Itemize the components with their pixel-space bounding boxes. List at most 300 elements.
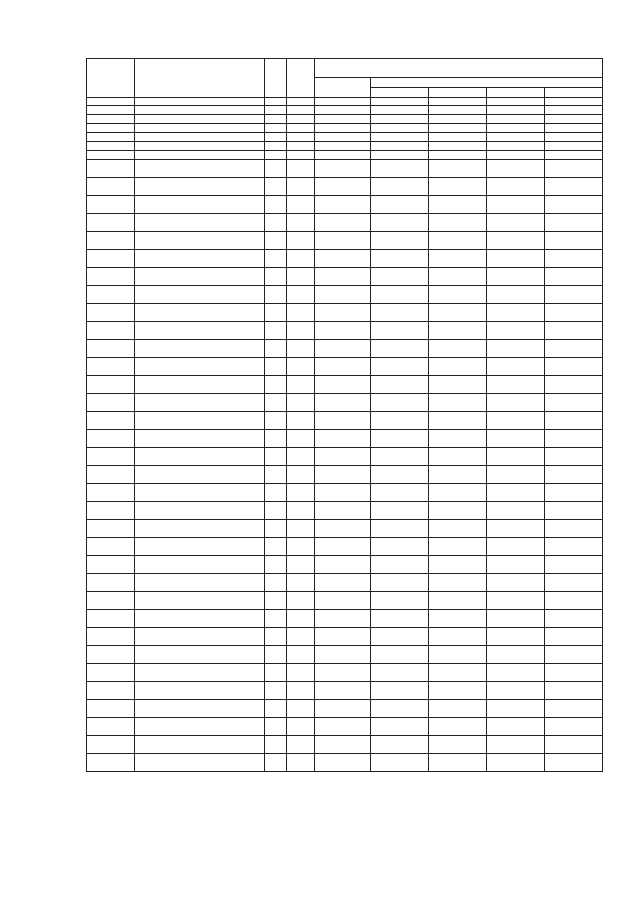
header-estimate-group [371,78,603,88]
row-unit [265,520,287,538]
row-unit [265,151,287,160]
row-unit [265,736,287,754]
row-price-zone-2 [429,556,487,574]
row-name [135,124,265,133]
row-price-zone-3 [487,133,545,142]
row-code [87,700,135,718]
row-unit [265,268,287,286]
row-price-zone-2 [429,322,487,340]
table-row [87,610,603,628]
row-price-released [315,466,371,484]
row-price-zone-4 [545,133,603,142]
table-row [87,466,603,484]
row-unit [265,592,287,610]
row-price-zone-4 [545,232,603,250]
row-unit [265,196,287,214]
row-mass [287,115,315,124]
row-price-zone-2 [429,250,487,268]
table-row [87,358,603,376]
row-price-zone-4 [545,538,603,556]
row-name [135,322,265,340]
row-price-zone-1 [371,304,429,322]
row-price-zone-2 [429,133,487,142]
row-price-zone-3 [487,340,545,358]
table-row [87,133,603,142]
row-price-zone-1 [371,466,429,484]
row-price-released [315,250,371,268]
row-unit [265,466,287,484]
row-price-zone-1 [371,178,429,196]
row-price-zone-2 [429,304,487,322]
price-table [86,58,603,772]
row-name [135,268,265,286]
row-price-zone-4 [545,646,603,664]
row-mass [287,628,315,646]
row-name [135,196,265,214]
row-price-zone-4 [545,394,603,412]
row-name [135,151,265,160]
table-row [87,214,603,232]
table-row [87,556,603,574]
row-price-released [315,754,371,772]
table-row [87,196,603,214]
row-price-zone-4 [545,376,603,394]
row-price-released [315,394,371,412]
row-unit [265,340,287,358]
row-price-released [315,151,371,160]
row-mass [287,142,315,151]
row-name [135,142,265,151]
row-price-zone-3 [487,574,545,592]
table-row [87,448,603,466]
row-price-zone-3 [487,502,545,520]
row-price-released [315,322,371,340]
row-name [135,718,265,736]
row-mass [287,412,315,430]
row-price-zone-1 [371,358,429,376]
row-mass [287,133,315,142]
row-price-zone-2 [429,142,487,151]
row-price-zone-3 [487,376,545,394]
row-unit [265,250,287,268]
row-name [135,232,265,250]
row-name [135,160,265,178]
row-price-released [315,142,371,151]
row-price-zone-4 [545,574,603,592]
row-unit [265,358,287,376]
row-code [87,646,135,664]
row-name [135,394,265,412]
row-price-released [315,178,371,196]
row-price-zone-2 [429,232,487,250]
row-price-zone-3 [487,178,545,196]
row-unit [265,160,287,178]
row-price-zone-1 [371,196,429,214]
row-price-zone-3 [487,286,545,304]
row-name [135,448,265,466]
row-mass [287,610,315,628]
table-row [87,394,603,412]
row-mass [287,268,315,286]
row-name [135,133,265,142]
row-price-zone-4 [545,484,603,502]
row-price-zone-3 [487,304,545,322]
row-price-zone-3 [487,610,545,628]
row-code [87,574,135,592]
row-code [87,160,135,178]
row-price-zone-4 [545,178,603,196]
row-price-released [315,628,371,646]
row-price-zone-1 [371,592,429,610]
header-zone-1 [371,88,429,98]
row-code [87,448,135,466]
row-mass [287,736,315,754]
row-price-released [315,502,371,520]
column-number [135,98,265,106]
row-price-zone-1 [371,214,429,232]
row-price-zone-3 [487,718,545,736]
row-price-zone-2 [429,196,487,214]
row-mass [287,700,315,718]
column-number [315,98,371,106]
row-price-zone-4 [545,502,603,520]
table-row [87,268,603,286]
table-row [87,574,603,592]
row-mass [287,394,315,412]
column-number [371,98,429,106]
row-unit [265,214,287,232]
row-code [87,322,135,340]
row-mass [287,664,315,682]
row-unit [265,610,287,628]
row-name [135,646,265,664]
row-price-zone-1 [371,286,429,304]
row-price-zone-2 [429,736,487,754]
table-row [87,718,603,736]
column-number-row [87,98,603,106]
row-mass [287,448,315,466]
row-price-zone-4 [545,754,603,772]
table-row [87,520,603,538]
row-price-zone-1 [371,142,429,151]
row-unit [265,502,287,520]
row-price-released [315,106,371,115]
row-code [87,124,135,133]
column-number [429,98,487,106]
row-price-zone-4 [545,736,603,754]
row-code [87,592,135,610]
row-price-zone-4 [545,151,603,160]
table-row [87,628,603,646]
row-code [87,718,135,736]
row-price-zone-4 [545,268,603,286]
row-price-zone-2 [429,628,487,646]
row-price-zone-3 [487,322,545,340]
row-unit [265,115,287,124]
row-code [87,610,135,628]
row-price-zone-2 [429,214,487,232]
row-price-zone-2 [429,430,487,448]
row-price-zone-2 [429,610,487,628]
row-price-released [315,646,371,664]
row-price-released [315,115,371,124]
row-price-zone-1 [371,124,429,133]
row-price-zone-3 [487,700,545,718]
row-price-zone-4 [545,106,603,115]
row-price-released [315,736,371,754]
row-name [135,466,265,484]
row-price-released [315,718,371,736]
row-price-zone-1 [371,394,429,412]
row-code [87,178,135,196]
row-price-zone-3 [487,232,545,250]
row-name [135,214,265,232]
row-mass [287,250,315,268]
row-price-zone-4 [545,115,603,124]
row-price-zone-2 [429,160,487,178]
row-price-released [315,340,371,358]
row-price-zone-1 [371,106,429,115]
row-price-zone-4 [545,286,603,304]
row-price-zone-3 [487,124,545,133]
row-price-zone-3 [487,538,545,556]
row-price-zone-2 [429,358,487,376]
row-price-zone-4 [545,322,603,340]
row-price-zone-1 [371,322,429,340]
row-price-zone-2 [429,412,487,430]
row-code [87,304,135,322]
row-price-zone-4 [545,628,603,646]
row-name [135,358,265,376]
row-price-released [315,160,371,178]
row-price-released [315,592,371,610]
row-price-zone-4 [545,610,603,628]
table-row [87,376,603,394]
row-price-zone-2 [429,448,487,466]
row-price-zone-2 [429,592,487,610]
row-code [87,412,135,430]
row-price-zone-2 [429,664,487,682]
row-price-zone-4 [545,520,603,538]
row-price-zone-1 [371,232,429,250]
table-row [87,412,603,430]
column-number [487,98,545,106]
row-code [87,232,135,250]
row-mass [287,538,315,556]
table-row [87,430,603,448]
row-price-released [315,556,371,574]
row-price-released [315,196,371,214]
row-unit [265,133,287,142]
row-code [87,520,135,538]
table-row [87,646,603,664]
row-price-zone-1 [371,412,429,430]
row-code [87,106,135,115]
row-unit [265,448,287,466]
row-price-zone-4 [545,448,603,466]
row-unit [265,646,287,664]
row-price-zone-4 [545,556,603,574]
row-mass [287,376,315,394]
row-mass [287,502,315,520]
row-price-zone-3 [487,646,545,664]
row-price-zone-2 [429,484,487,502]
row-name [135,376,265,394]
header-price-group [315,59,603,78]
row-mass [287,178,315,196]
row-price-zone-3 [487,466,545,484]
row-price-released [315,538,371,556]
row-price-zone-1 [371,574,429,592]
row-price-zone-2 [429,151,487,160]
row-price-zone-4 [545,142,603,151]
row-code [87,286,135,304]
row-price-zone-3 [487,250,545,268]
row-mass [287,520,315,538]
row-code [87,754,135,772]
row-price-zone-4 [545,430,603,448]
row-price-zone-1 [371,628,429,646]
row-price-zone-3 [487,682,545,700]
row-price-zone-2 [429,124,487,133]
row-price-released [315,682,371,700]
row-price-zone-3 [487,484,545,502]
row-name [135,520,265,538]
row-unit [265,574,287,592]
row-price-zone-1 [371,502,429,520]
row-mass [287,196,315,214]
row-mass [287,286,315,304]
row-price-released [315,664,371,682]
row-unit [265,124,287,133]
row-price-zone-1 [371,754,429,772]
row-price-zone-2 [429,115,487,124]
row-price-zone-3 [487,106,545,115]
row-code [87,214,135,232]
row-name [135,286,265,304]
row-price-zone-2 [429,520,487,538]
row-code [87,250,135,268]
row-code [87,142,135,151]
row-name [135,592,265,610]
table-row [87,484,603,502]
row-mass [287,160,315,178]
row-code [87,340,135,358]
row-price-zone-1 [371,133,429,142]
row-price-zone-2 [429,268,487,286]
row-price-zone-3 [487,268,545,286]
column-number [265,98,287,106]
row-mass [287,340,315,358]
row-price-released [315,448,371,466]
row-price-zone-1 [371,610,429,628]
row-unit [265,412,287,430]
table-row [87,151,603,160]
row-price-zone-3 [487,736,545,754]
header-zone-4 [545,88,603,98]
table-row [87,682,603,700]
row-mass [287,682,315,700]
row-code [87,151,135,160]
row-unit [265,106,287,115]
row-mass [287,718,315,736]
row-mass [287,556,315,574]
row-price-zone-4 [545,592,603,610]
row-name [135,502,265,520]
row-price-released [315,700,371,718]
row-price-zone-3 [487,556,545,574]
row-name [135,664,265,682]
row-code [87,502,135,520]
row-price-released [315,574,371,592]
row-price-zone-1 [371,736,429,754]
row-code [87,394,135,412]
row-price-zone-1 [371,268,429,286]
row-price-zone-3 [487,115,545,124]
table-row [87,538,603,556]
row-price-zone-3 [487,664,545,682]
row-unit [265,754,287,772]
row-mass [287,214,315,232]
row-mass [287,592,315,610]
row-price-zone-2 [429,376,487,394]
row-price-zone-2 [429,340,487,358]
row-price-zone-1 [371,538,429,556]
row-price-zone-2 [429,700,487,718]
table-row [87,286,603,304]
row-mass [287,484,315,502]
row-price-zone-4 [545,466,603,484]
row-unit [265,682,287,700]
row-price-zone-4 [545,250,603,268]
table-row [87,736,603,754]
row-price-released [315,484,371,502]
row-price-zone-3 [487,754,545,772]
row-price-zone-3 [487,196,545,214]
row-price-zone-3 [487,214,545,232]
row-mass [287,232,315,250]
table-row [87,322,603,340]
row-price-zone-1 [371,430,429,448]
row-unit [265,322,287,340]
row-mass [287,646,315,664]
row-price-zone-1 [371,160,429,178]
row-price-zone-2 [429,106,487,115]
row-price-zone-4 [545,160,603,178]
row-price-zone-3 [487,394,545,412]
row-code [87,556,135,574]
row-price-zone-2 [429,574,487,592]
table-row [87,754,603,772]
row-unit [265,286,287,304]
row-price-zone-1 [371,520,429,538]
row-price-zone-4 [545,340,603,358]
table-row [87,592,603,610]
row-price-zone-2 [429,502,487,520]
row-price-zone-4 [545,664,603,682]
row-price-zone-1 [371,151,429,160]
table-body [87,106,603,772]
row-name [135,484,265,502]
row-price-zone-4 [545,682,603,700]
row-price-zone-1 [371,718,429,736]
row-code [87,682,135,700]
row-mass [287,124,315,133]
row-price-zone-4 [545,718,603,736]
row-price-released [315,268,371,286]
row-name [135,538,265,556]
row-price-zone-4 [545,700,603,718]
